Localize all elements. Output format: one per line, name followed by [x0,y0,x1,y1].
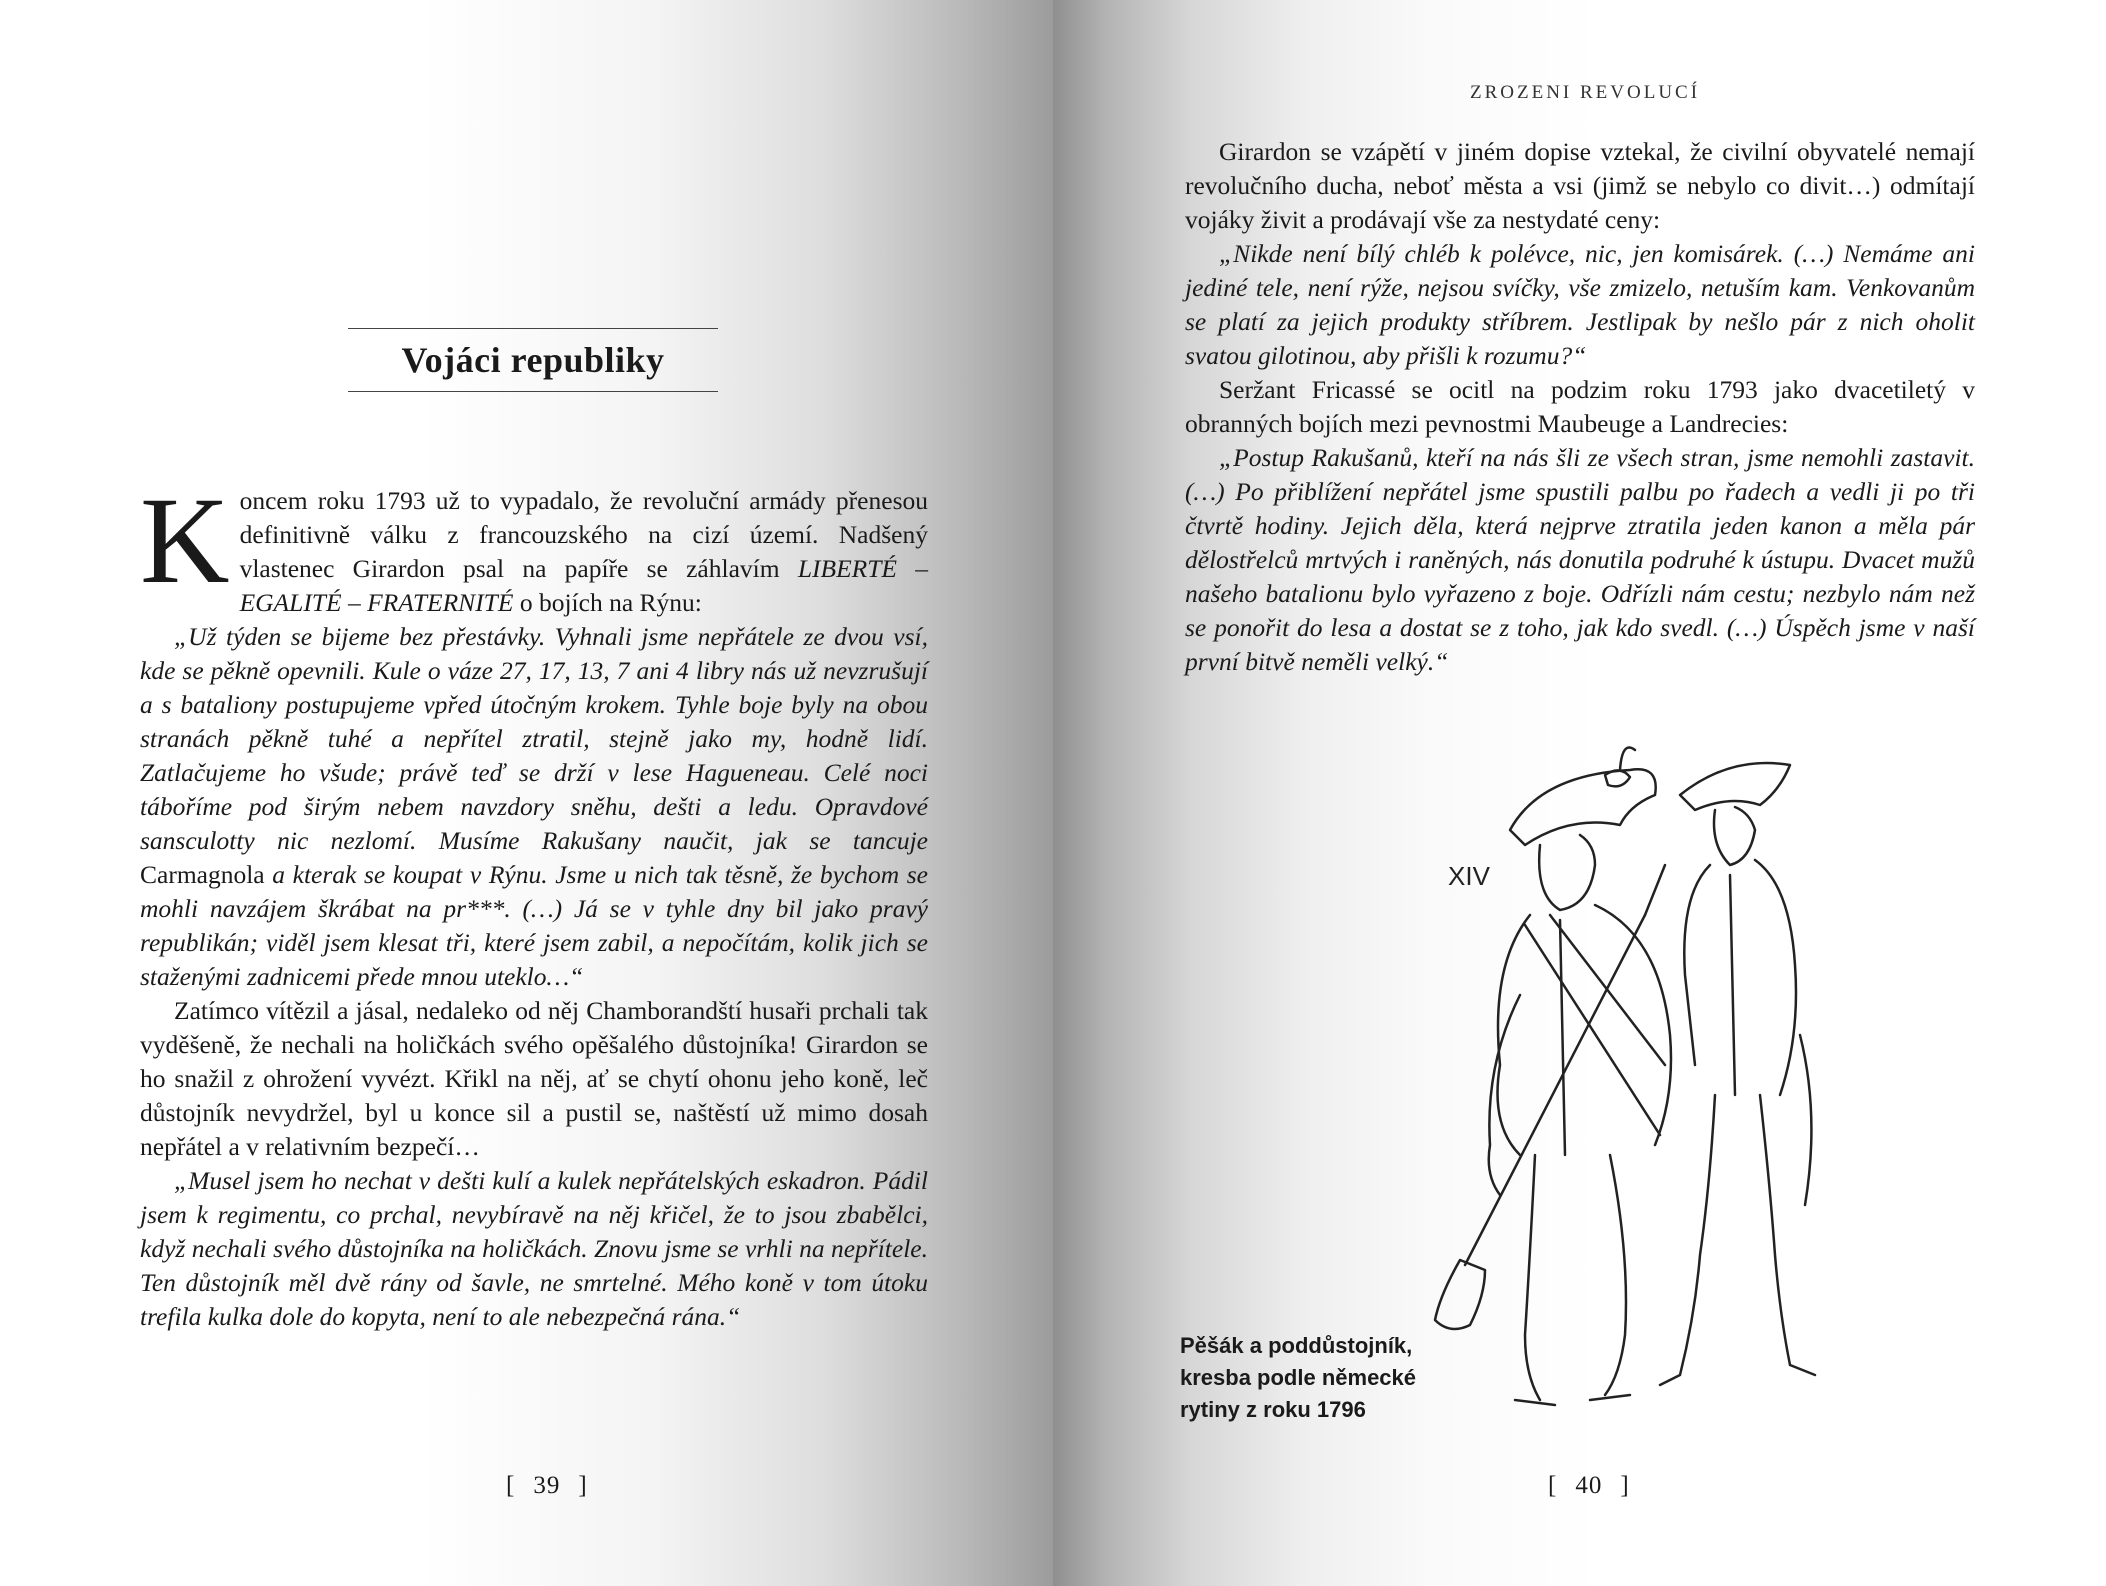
nco-legs [1660,1095,1815,1385]
quote-part-b: a kterak se koupat v Rýnu. Jsme u nich tak těsně, že bychom se mohli navzájem škrábat na pr***. (…) Já se v tyhle dny bil jako pravý republikán; viděl jsem klesat tři, které jsem zabil, a nepočítám, kolik jich se staženými zadnicemi přede mnou uteklo…“ [140,860,928,991]
chapter-title: Vojáci republiky [401,340,665,380]
left-body-text [140,472,928,1334]
paragraph-hussars: Zatímco vítězil a jásal, nedaleko od něj Chamborandští husaři prchali tak vyděšeně, že nechali na holičkách svého opěšalého důstojníka! Girardon se ho snažil z ohrožení vyvézt. Křikl na něj, ať se chytí ohonu jeho koně, leč důstojník nevydržel, byl u konce sil a pustil se, naštěstí už mimo dosah nepřátel a v relativním bezpečí… [140,996,928,1161]
quote-upright-word: Carmagnola [140,860,265,889]
drop-cap: K [140,472,230,609]
heading-rule-top [348,328,718,329]
quote-part-a: „Už týden se bijeme bez přestávky. Vyhnali jsme nepřátele ze dvou vsí, kde se pěkně opevnili. Kule o váze 27, 17, 13, 7 ani 4 libry nás už nevzrušují a s bataliony postupujeme vpřed útočným krokem. Tyhle boje byly na obou stranách pěkně tuhé a nepřítel ztratil, stejně jako my, hodně lidí. Zatlačujeme ho všude; právě teď se drží v lese Hagueneau. Celé noci táboříme pod širým nebem navzdory sněhu, dešti a ledu. Opravdové sansculotty nic nezlomí. Musíme Rakušany naučit, jak se tancuje [140,622,928,855]
page-number-left [488,1472,606,1500]
chapter-heading [348,328,718,392]
heading-rule-bottom [348,391,718,392]
illustration-caption [1180,1330,1420,1426]
nco-sabre [1800,1035,1811,1205]
running-head: ZROZENI REVOLUCÍ [1470,82,1701,103]
nco-hat [1680,763,1790,810]
folio-bracket-close: ] [578,1472,588,1499]
caption-line-3: rytiny z roku 1796 [1180,1397,1366,1422]
quote-girardon-1 [140,620,928,994]
folio-bracket-open: [ [506,1472,516,1499]
infantry-musket [1435,915,1645,1329]
quote-fricasse: „Postup Rakušanů, kteří na nás šli ze všech stran, jsme nemohli zastavit. (…) Po přiblížení nepřátel jsme spustili palbu po řadech a vedli ji po tři čtvrtě hodiny. Jejich děla, která nejprve ztratila jeden kanon a měla pár dělostřelců mrtvých i raněných, nás donutila podruhé k ústupu. Dvacet mužů našeho batalionu bylo vyřazeno z boje. Odřízli nám cestu; nezbylo nám než se ponořit do lesa a dostat se z toho, jak kdo svedl. (…) Úspěch jsme v naší první bitvě neměli velký.“ [1185,443,1975,676]
nco-coat [1684,860,1796,1095]
infantry-cockade [1605,770,1630,786]
right-body-text [1185,135,1975,679]
nco-head [1714,807,1755,865]
caption-line-1: Pěšák a poddůstojník, [1180,1333,1413,1358]
page-number-right [1530,1472,1648,1500]
paragraph-fricasse: Seržant Fricassé se ocitl na podzim roku 1793 jako dvacetiletý v obranných bojích mezi pevnostmi Maubeuge a Landrecies: [1185,375,1975,438]
folio-number: 40 [1575,1472,1603,1499]
letterhead-motto: LIBERTÉ – EGALITÉ – FRATERNITÉ [239,554,928,617]
quote-girardon-3: „Nikde není bílý chléb k polévce, nic, jen komisárek. (…) Nemáme ani jediné tele, není rýže, nejsou svíčky, vše zmizelo, netuším kam. Venkovanům se platí za jejich produkty stříbrem. Jestlipak by nešlo pár z nich oholit svatou gilotinou, aby přišli k rozumu?“ [1185,239,1975,370]
infantry-plume [1620,748,1635,771]
illustration-label: XIV [1448,861,1490,891]
infantry-hat [1510,769,1656,845]
caption-line-2: kresba podle německé [1180,1365,1417,1390]
folio-bracket-close: ] [1620,1472,1630,1499]
quote-girardon-2: „Musel jsem ho nechat v dešti kulí a kulek nepřátelských eskadron. Pádil jsem k regimentu, co prchal, nevybíravě na něj křičel, že to jsou zbabělci, když nechali svého důstojníka na holičkách. Znovu jsme se vrhli na nepřítele. Ten důstojník měl dvě rány od šavle, ne smrtelné. Mého koně v tom útoku trefila kulka dole do kopyta, není to ale nebezpečná rána.“ [140,1166,928,1331]
soldiers-illustration [1430,735,1870,1435]
paragraph-civilians: Girardon se vzápětí v jiném dopise vztekal, že civilní obyvatelé nemají revolučního ducha, neboť města a vsi (jimž se nebylo co divit…) odmítají vojáky živit a prodávají vše za nestydaté ceny: [1185,137,1975,234]
infantry-coat [1498,905,1672,1155]
infantry-legs [1515,1155,1630,1405]
opening-text-end: o bojích na Rýnu: [513,588,702,617]
folio-number: 39 [533,1472,561,1499]
opening-text: oncem roku 1793 už to vypadalo, že revoluční armády přenesou definitivně válku z francouzského na cizí území. Nadšený vlastenec Girardon psal na papíře se záhlavím [239,486,928,583]
infantry-head [1539,835,1595,910]
folio-bracket-open: [ [1548,1472,1558,1499]
infantry-bayonet [1645,865,1665,915]
opening-paragraph [140,472,928,620]
